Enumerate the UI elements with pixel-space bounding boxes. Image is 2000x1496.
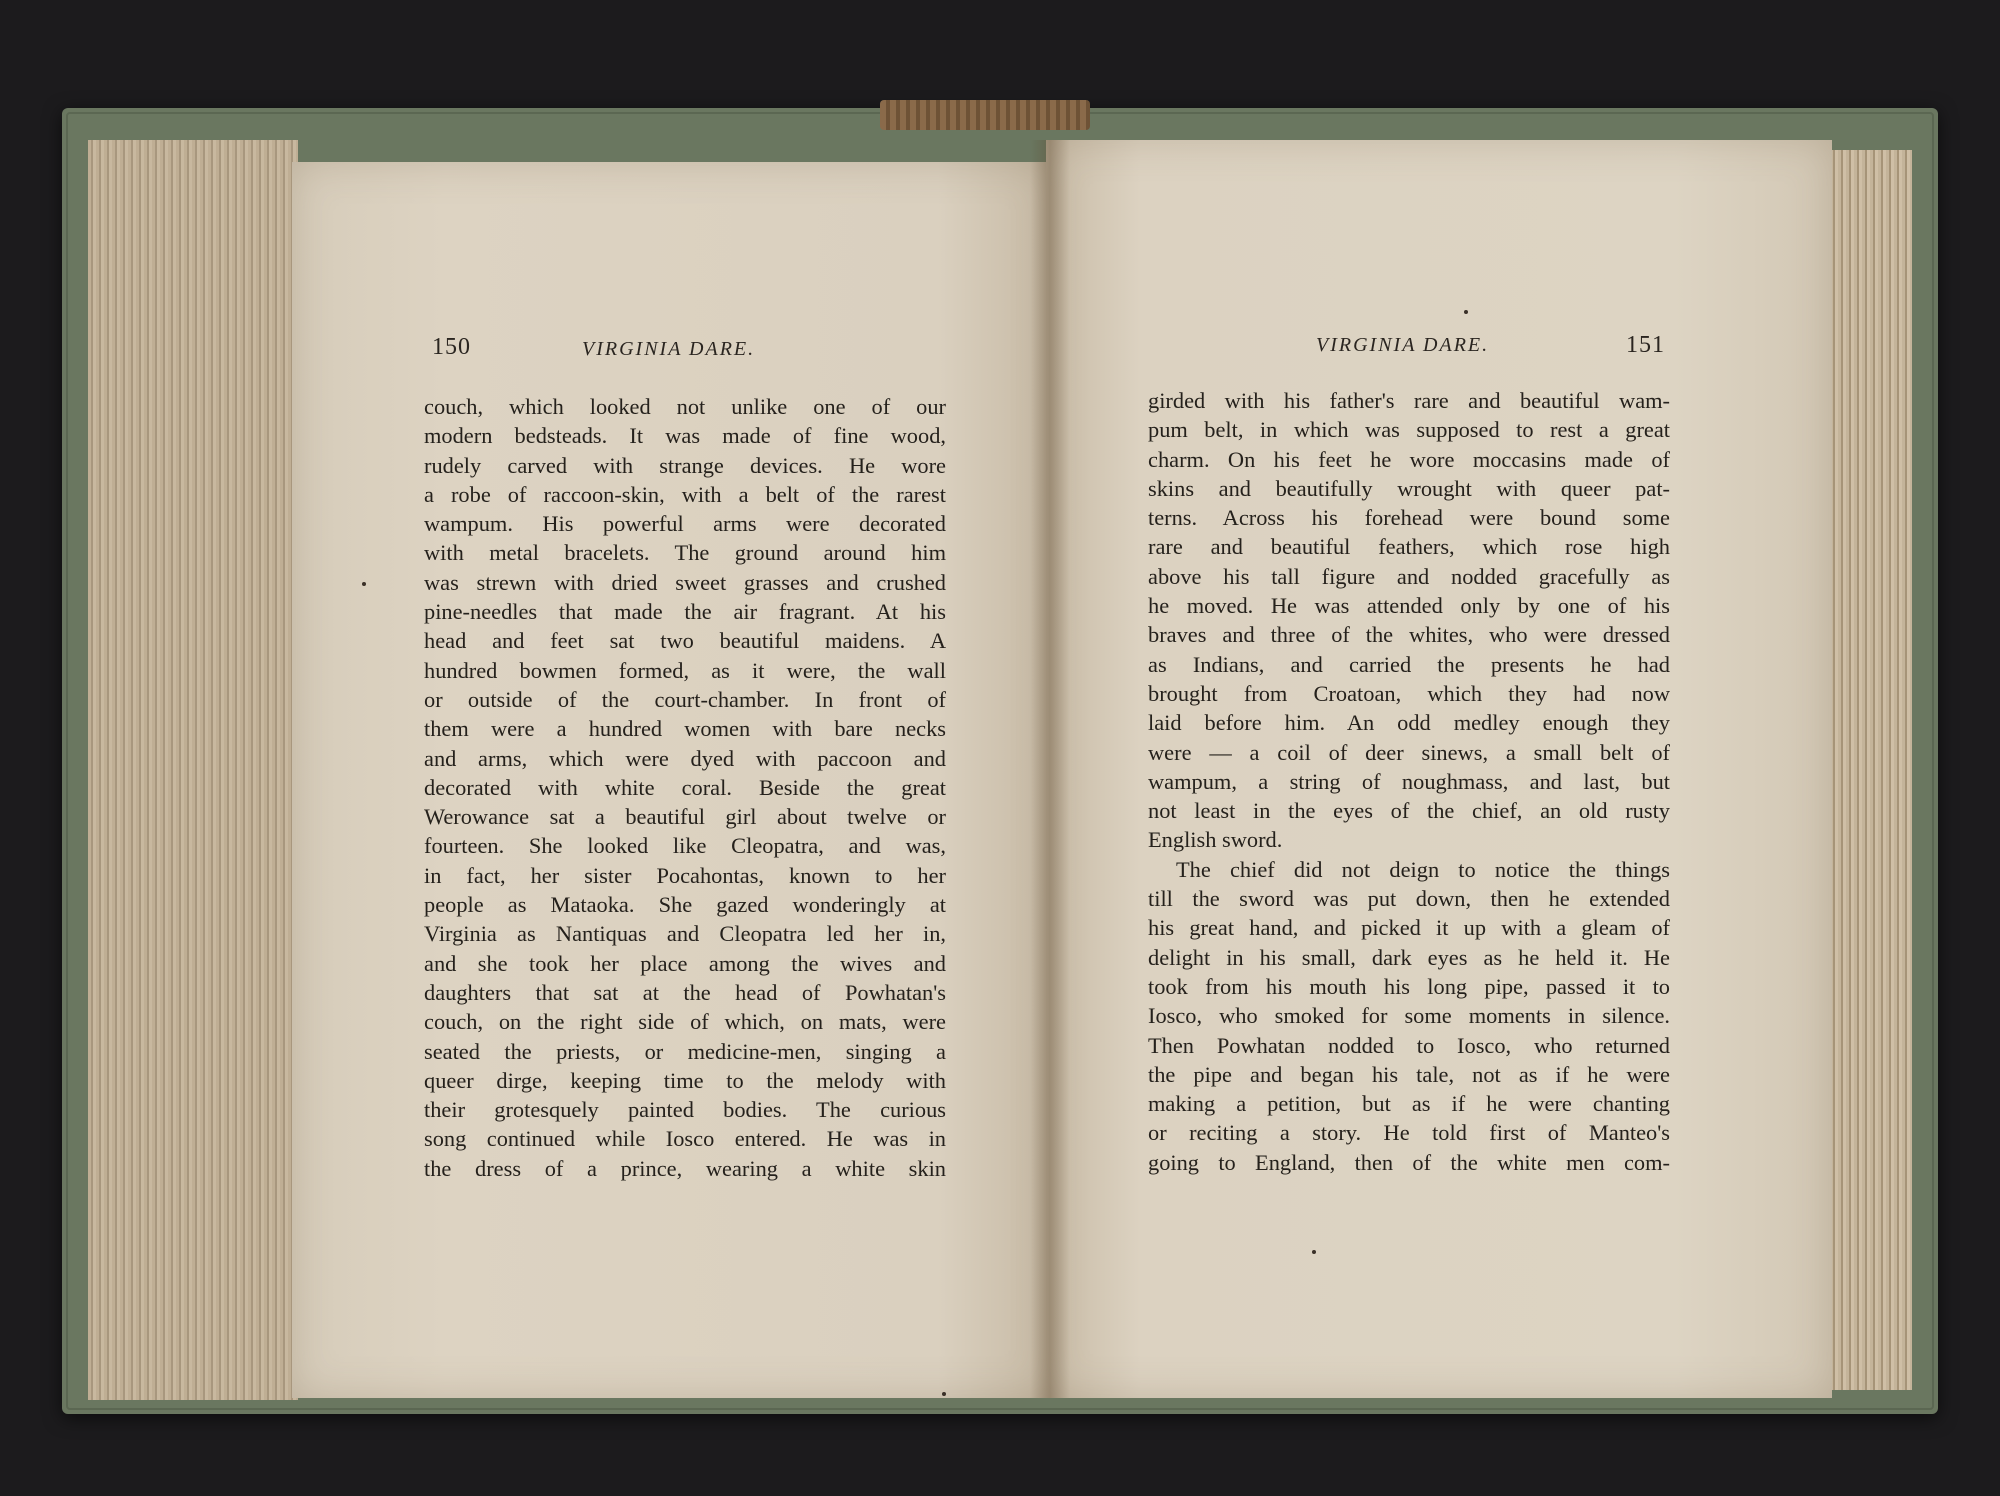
text-line: Then Powhatan nodded to Iosco, who returned: [1148, 1032, 1670, 1058]
text-line: wampum. His powerful arms were decorated: [424, 511, 946, 537]
text-line: not least in the eyes of the chief, an old rusty: [1148, 798, 1670, 824]
left-page-text: [424, 392, 946, 1183]
text-line: as Indians, and carried the presents he had: [1148, 651, 1670, 677]
text-line: queer dirge, keeping time to the melody with: [424, 1067, 946, 1093]
text-line: people as Mataoka. She gazed wonderingly at: [424, 892, 946, 918]
text-line: terns. Across his forehead were bound some: [1148, 505, 1670, 531]
book-gutter: [1030, 140, 1070, 1398]
text-line: till the sword was put down, then he extended: [1148, 886, 1670, 912]
text-line: song continued while Iosco entered. He was in: [424, 1126, 946, 1152]
left-running-head: VIRGINIA DARE.: [582, 338, 756, 360]
text-line: their grotesquely painted bodies. The curious: [424, 1097, 946, 1123]
text-line: girded with his father's rare and beautiful wam-: [1148, 388, 1670, 413]
page-edges-left: [88, 140, 298, 1400]
text-line: modern bedsteads. It was made of fine wood,: [424, 423, 946, 449]
text-line: took from his mouth his long pipe, passed it to: [1148, 973, 1670, 999]
text-line: was strewn with dried sweet grasses and crushed: [424, 569, 946, 595]
text-line: wampum, a string of noughmass, and last, but: [1148, 768, 1670, 794]
text-line: delight in his small, dark eyes as he held it. He: [1148, 944, 1670, 970]
right-running-head: VIRGINIA DARE.: [1316, 334, 1490, 356]
text-line: couch, on the right side of which, on mats, were: [424, 1009, 946, 1035]
text-line: Werowance sat a beautiful girl about twelve or: [424, 804, 946, 830]
text-line: English sword.: [1148, 827, 1283, 853]
text-line: them were a hundred women with bare necks: [424, 716, 946, 742]
text-line: rudely carved with strange devices. He wore: [424, 452, 946, 478]
text-line: making a petition, but as if he were chanting: [1148, 1091, 1670, 1117]
text-line: couch, which looked not unlike one of our: [424, 394, 946, 419]
text-line: skins and beautifully wrought with queer pat-: [1148, 475, 1670, 501]
paper-speck: [942, 1392, 946, 1396]
page-edges-right: [1830, 150, 1912, 1390]
text-line: laid before him. An odd medley enough they: [1148, 710, 1670, 736]
text-line: fourteen. She looked like Cleopatra, and was,: [424, 833, 946, 859]
text-line: or reciting a story. He told first of Manteo's: [1148, 1120, 1670, 1146]
text-line: the dress of a prince, wearing a white skin: [424, 1155, 946, 1181]
text-line: and arms, which were dyed with paccoon and: [424, 745, 946, 771]
text-line: Virginia as Nantiquas and Cleopatra led her in,: [424, 921, 946, 947]
text-line: a robe of raccoon-skin, with a belt of the rarest: [424, 481, 946, 507]
paper-speck: [1312, 1250, 1316, 1254]
text-line: the pipe and began his tale, not as if he were: [1148, 1061, 1670, 1087]
text-line: or outside of the court-chamber. In front of: [424, 686, 946, 712]
text-line: were — a coil of deer sinews, a small belt of: [1148, 739, 1670, 765]
text-line: in fact, her sister Pocahontas, known to her: [424, 862, 946, 888]
text-line: with metal bracelets. The ground around him: [424, 540, 946, 566]
book-spine: [880, 100, 1090, 130]
paper-speck: [1464, 310, 1468, 314]
text-line: going to England, then of the white men com-: [1148, 1149, 1670, 1175]
text-line: rare and beautiful feathers, which rose high: [1148, 534, 1670, 560]
text-line: decorated with white coral. Beside the great: [424, 774, 946, 800]
text-line: braves and three of the whites, who were dressed: [1148, 622, 1670, 648]
text-line: above his tall figure and nodded gracefully as: [1148, 563, 1670, 589]
text-line: his great hand, and picked it up with a gleam of: [1148, 915, 1670, 941]
text-line: he moved. He was attended only by one of his: [1148, 593, 1670, 619]
text-line: The chief did not deign to notice the things: [1176, 856, 1670, 882]
text-line: hundred bowmen formed, as it were, the wall: [424, 657, 946, 683]
text-line: pum belt, in which was supposed to rest a great: [1148, 417, 1670, 443]
text-line: brought from Croatoan, which they had now: [1148, 680, 1670, 706]
right-page-number: 151: [1626, 332, 1665, 358]
left-page-number: 150: [432, 334, 471, 360]
text-line: and she took her place among the wives and: [424, 950, 946, 976]
right-page-text: [1148, 386, 1670, 1177]
text-line: Iosco, who smoked for some moments in silence.: [1148, 1003, 1670, 1029]
text-line: head and feet sat two beautiful maidens. A: [424, 628, 946, 654]
text-line: daughters that sat at the head of Powhatan's: [424, 979, 946, 1005]
text-line: seated the priests, or medicine-men, singing a: [424, 1038, 946, 1064]
paper-speck: [362, 582, 366, 586]
text-line: pine-needles that made the air fragrant. At his: [424, 599, 946, 625]
text-line: charm. On his feet he wore moccasins made of: [1148, 446, 1670, 472]
